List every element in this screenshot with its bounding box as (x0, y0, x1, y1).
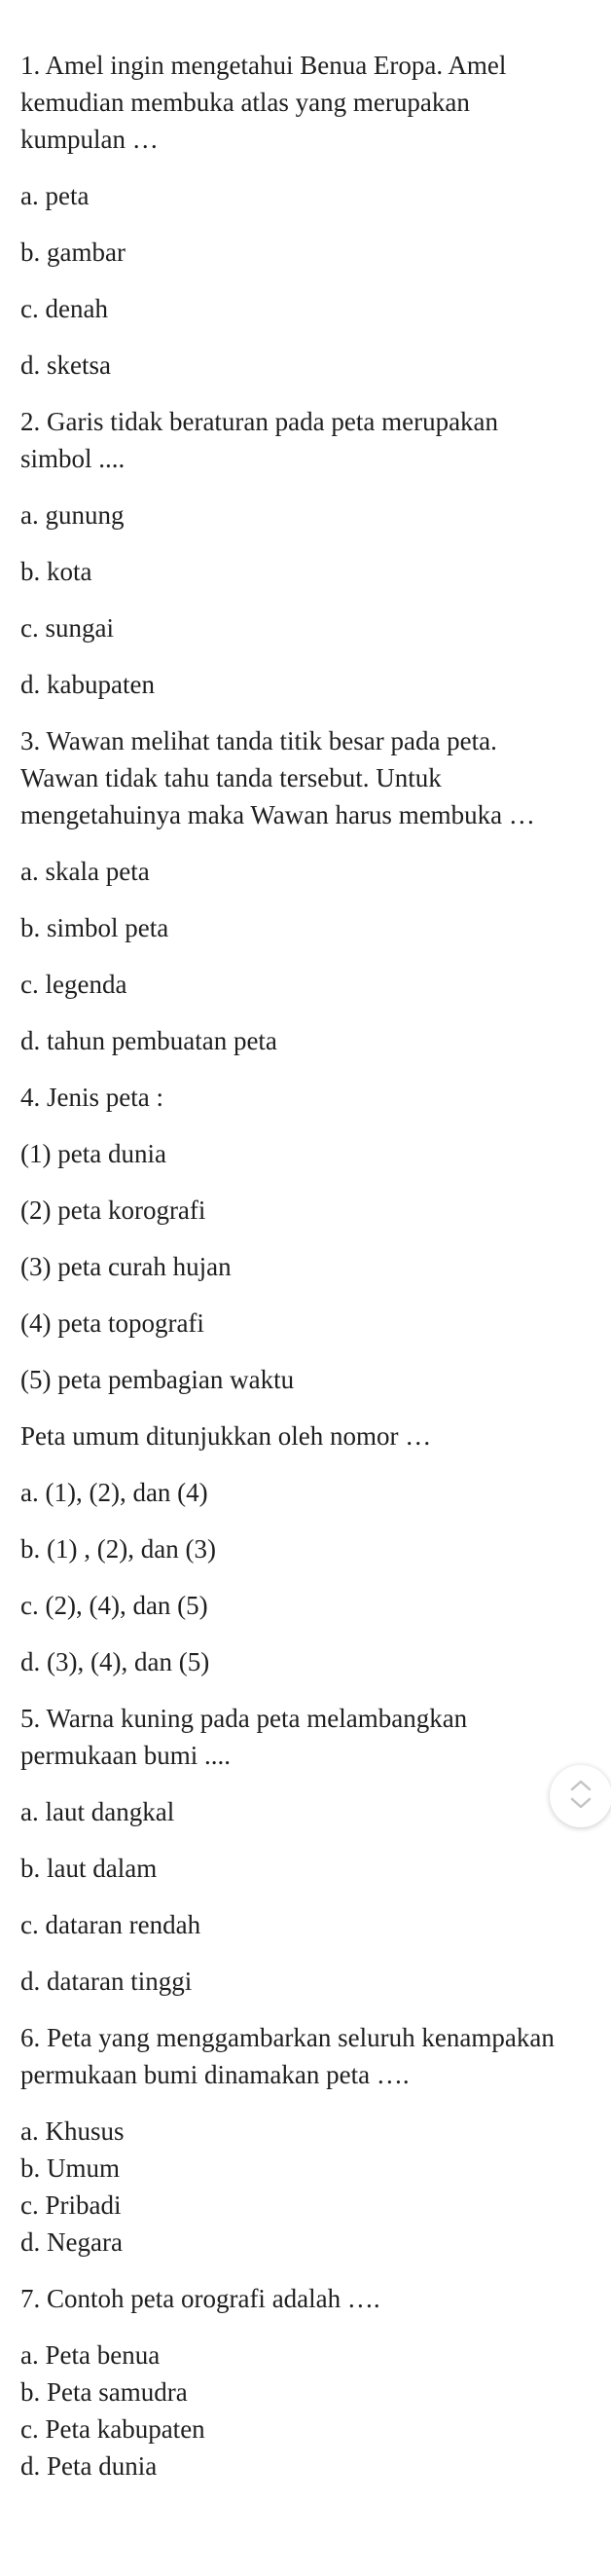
question-4-option-b: b. (1) , (2), dan (3) (20, 1534, 216, 1564)
question-3-text: 3. Wawan melihat tanda titik besar pada peta. Wawan tidak tahu tanda tersebut. Untuk mengetahuinya maka Wawan harus membuka … (20, 726, 535, 829)
question-3-option-b: b. simbol peta (20, 913, 169, 942)
question-1-option-a: a. peta (20, 181, 90, 210)
question-2-option-d: d. kabupaten (20, 670, 155, 699)
question-4-option-a: a. (1), (2), dan (4) (20, 1478, 208, 1507)
question-5-option-c: c. dataran rendah (20, 1910, 201, 1939)
question-4-list-item-3: (3) peta curah hujan (20, 1252, 232, 1281)
question-4-text: 4. Jenis peta : (20, 1083, 163, 1112)
question-5-option-b: b. laut dalam (20, 1854, 158, 1883)
question-4-list-item-5: (5) peta pembagian waktu (20, 1365, 295, 1394)
question-2-option-c: c. sungai (20, 613, 114, 643)
question-4-option-d: d. (3), (4), dan (5) (20, 1647, 210, 1676)
question-6-option-d: d. Negara (20, 2227, 123, 2257)
question-1-text: 1. Amel ingin mengetahui Benua Eropa. Amel kemudian membuka atlas yang merupakan kumpulan … (20, 51, 507, 154)
question-5-option-a: a. laut dangkal (20, 1797, 175, 1826)
question-5-option-d: d. dataran tinggi (20, 1967, 193, 1996)
question-4-option-c: c. (2), (4), dan (5) (20, 1591, 208, 1620)
scroll-navigation-button[interactable] (550, 1765, 611, 1827)
question-1-option-c: c. denah (20, 294, 108, 323)
question-6-option-c: c. Pribadi (20, 2190, 122, 2220)
question-7-option-a: a. Peta benua (20, 2340, 161, 2370)
question-6-option-b: b. Umum (20, 2153, 121, 2183)
question-1-option-d: d. sketsa (20, 350, 111, 380)
question-4-list-item-4: (4) peta topografi (20, 1308, 204, 1338)
question-7-option-b: b. Peta samudra (20, 2377, 188, 2407)
question-4-list-item-2: (2) peta korografi (20, 1196, 206, 1225)
question-7-option-d: d. Peta dunia (20, 2451, 158, 2481)
question-4-list-item-1: (1) peta dunia (20, 1139, 166, 1168)
question-7-text: 7. Contoh peta orografi adalah …. (20, 2284, 380, 2313)
question-7-option-c: c. Peta kabupaten (20, 2414, 205, 2444)
question-3-option-d: d. tahun pembuatan peta (20, 1026, 277, 1055)
question-3-option-a: a. skala peta (20, 857, 150, 886)
question-5-text: 5. Warna kuning pada peta melambangkan permukaan bumi .... (20, 1704, 468, 1770)
question-6-option-a: a. Khusus (20, 2116, 125, 2146)
question-2-option-b: b. kota (20, 557, 92, 586)
question-1-option-b: b. gambar (20, 238, 126, 267)
question-6-text: 6. Peta yang menggambarkan seluruh kenampakan permukaan bumi dinamakan peta …. (20, 2023, 555, 2089)
question-4-prompt: Peta umum ditunjukkan oleh nomor … (20, 1421, 432, 1451)
question-2-option-a: a. gunung (20, 500, 125, 530)
question-2-text: 2. Garis tidak beraturan pada peta merupakan simbol .... (20, 407, 499, 473)
chevron-up-down-icon (568, 1778, 593, 1816)
article-content (20, 47, 575, 2484)
question-3-option-c: c. legenda (20, 970, 127, 999)
